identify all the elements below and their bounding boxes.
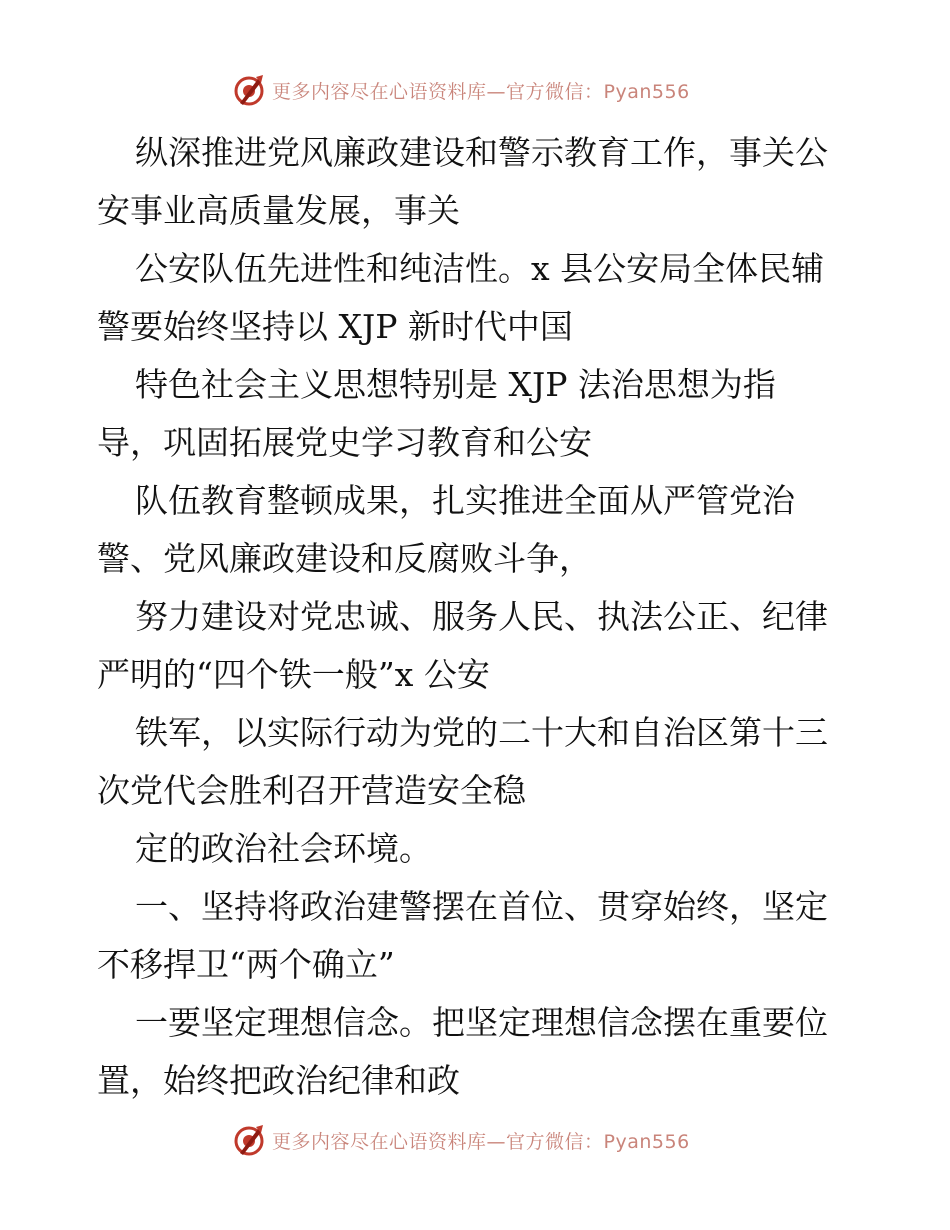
header-watermark-text: 更多内容尽在心语资料库—官方微信：Pyan556: [272, 80, 690, 103]
text-line: 严明的“四个铁一般”x 公安: [97, 655, 490, 694]
text-line: 定的政治社会环境。: [135, 829, 432, 868]
text-line: 警、党风廉政建设和反腐败斗争，: [97, 539, 592, 578]
text-line: 导，巩固拓展党史学习教育和公安: [97, 423, 592, 462]
text-line: 公安队伍先进性和纯洁性。x 县公安局全体民辅: [135, 249, 825, 288]
text-line: 队伍教育整顿成果，扎实推进全面从严管党治: [135, 481, 795, 520]
text-line: 努力建设对党忠诚、服务人民、执法公正、纪律: [135, 597, 828, 636]
text-line: 次党代会胜利召开营造安全稳: [97, 771, 526, 810]
header-watermark: [232, 72, 752, 108]
text-line: 警要始终坚持以 XJP 新时代中国: [97, 307, 573, 346]
quill-seal-icon: [232, 1123, 266, 1157]
footer-watermark: [232, 1122, 752, 1158]
footer-watermark-text: 更多内容尽在心语资料库—官方微信：Pyan556: [272, 1130, 690, 1153]
text-line: 一、坚持将政治建警摆在首位、贯穿始终，坚定: [135, 887, 828, 926]
text-line: 一要坚定理想信念。把坚定理想信念摆在重要位: [135, 1003, 828, 1042]
text-line: 安事业高质量发展，事关: [97, 191, 460, 230]
text-line: 特色社会主义思想特别是 XJP 法治思想为指: [135, 365, 776, 404]
quill-seal-icon: [232, 73, 266, 107]
text-line: 不移捍卫“两个确立”: [97, 945, 395, 984]
text-line: 纵深推进党风廉政建设和警示教育工作，事关公: [135, 133, 828, 172]
text-line: 置，始终把政治纪律和政: [97, 1061, 460, 1100]
text-line: 铁军，以实际行动为党的二十大和自治区第十三: [135, 713, 828, 752]
document-body: [97, 124, 857, 1110]
